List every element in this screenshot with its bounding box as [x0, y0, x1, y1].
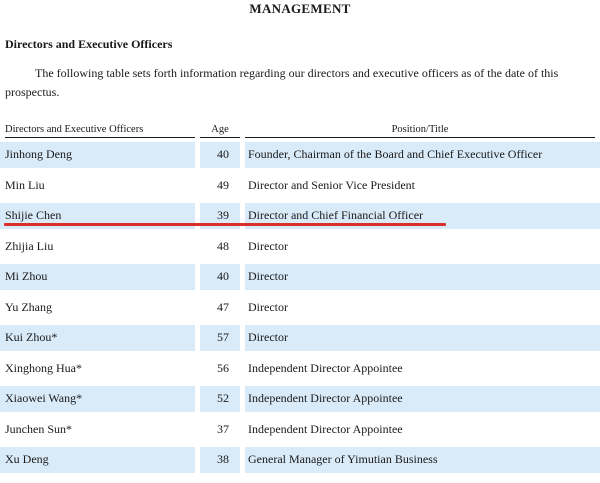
officers-table — [0, 142, 600, 478]
cell-name: Shijie Chen — [5, 208, 62, 222]
cell-name: Mi Zhou — [5, 269, 48, 283]
cell-name: Xinghong Hua* — [5, 360, 82, 375]
column-header-age: Age — [200, 124, 240, 138]
cell-age: 38 — [217, 452, 229, 466]
section-heading: Directors and Executive Officers — [5, 37, 173, 51]
cell-age: 48 — [217, 238, 229, 253]
cell-position: General Manager of Yimutian Business — [248, 452, 438, 466]
cell-name: Zhijia Liu — [5, 238, 54, 253]
cell-name: Xu Deng — [5, 452, 49, 466]
table-row — [0, 325, 600, 356]
table-row — [0, 173, 600, 204]
cell-position: Independent Director Appointee — [248, 391, 403, 405]
cell-position: Director and Chief Financial Officer — [248, 208, 424, 222]
cell-name: Junchen Sun* — [5, 421, 72, 436]
cell-age: 49 — [217, 177, 229, 192]
cell-position: Independent Director Appointee — [248, 421, 403, 436]
cell-position: Director — [248, 299, 288, 314]
cell-position: Director — [248, 269, 288, 283]
table-row — [0, 264, 600, 295]
cell-age: 40 — [217, 269, 229, 283]
cell-age: 39 — [217, 208, 229, 222]
cell-position: Director — [248, 238, 288, 253]
table-row — [0, 234, 600, 265]
table-row — [0, 417, 600, 448]
cell-name: Yu Zhang — [5, 299, 52, 314]
cell-age: 56 — [217, 360, 229, 375]
table-row — [0, 356, 600, 387]
cell-name: Jinhong Deng — [5, 147, 72, 161]
cell-age: 57 — [217, 330, 229, 344]
intro-paragraph: The following table sets forth information regarding our directors and executive officers as of the date of this prospectus. — [5, 66, 559, 99]
cell-position: Independent Director Appointee — [248, 360, 403, 375]
cell-age: 40 — [217, 147, 229, 161]
cell-position: Director — [248, 330, 288, 344]
cell-age: 52 — [217, 391, 229, 405]
cell-position: Director and Senior Vice President — [248, 177, 416, 192]
table-row — [0, 447, 600, 478]
column-header-name: Directors and Executive Officers — [5, 124, 195, 138]
table-row — [0, 386, 600, 417]
table-header — [0, 124, 600, 142]
column-header-position: Position/Title — [245, 124, 595, 138]
cell-name: Xiaowei Wang* — [5, 391, 83, 405]
red-underline-annotation — [4, 223, 446, 226]
cell-age: 37 — [217, 421, 229, 436]
table-row — [0, 142, 600, 173]
table-row — [0, 203, 600, 234]
cell-age: 47 — [217, 299, 229, 314]
table-row — [0, 295, 600, 326]
cell-name: Kui Zhou* — [5, 330, 58, 344]
page-title: MANAGEMENT — [249, 1, 351, 16]
cell-name: Min Liu — [5, 177, 45, 192]
cell-position: Founder, Chairman of the Board and Chief Executive Officer — [248, 147, 543, 161]
